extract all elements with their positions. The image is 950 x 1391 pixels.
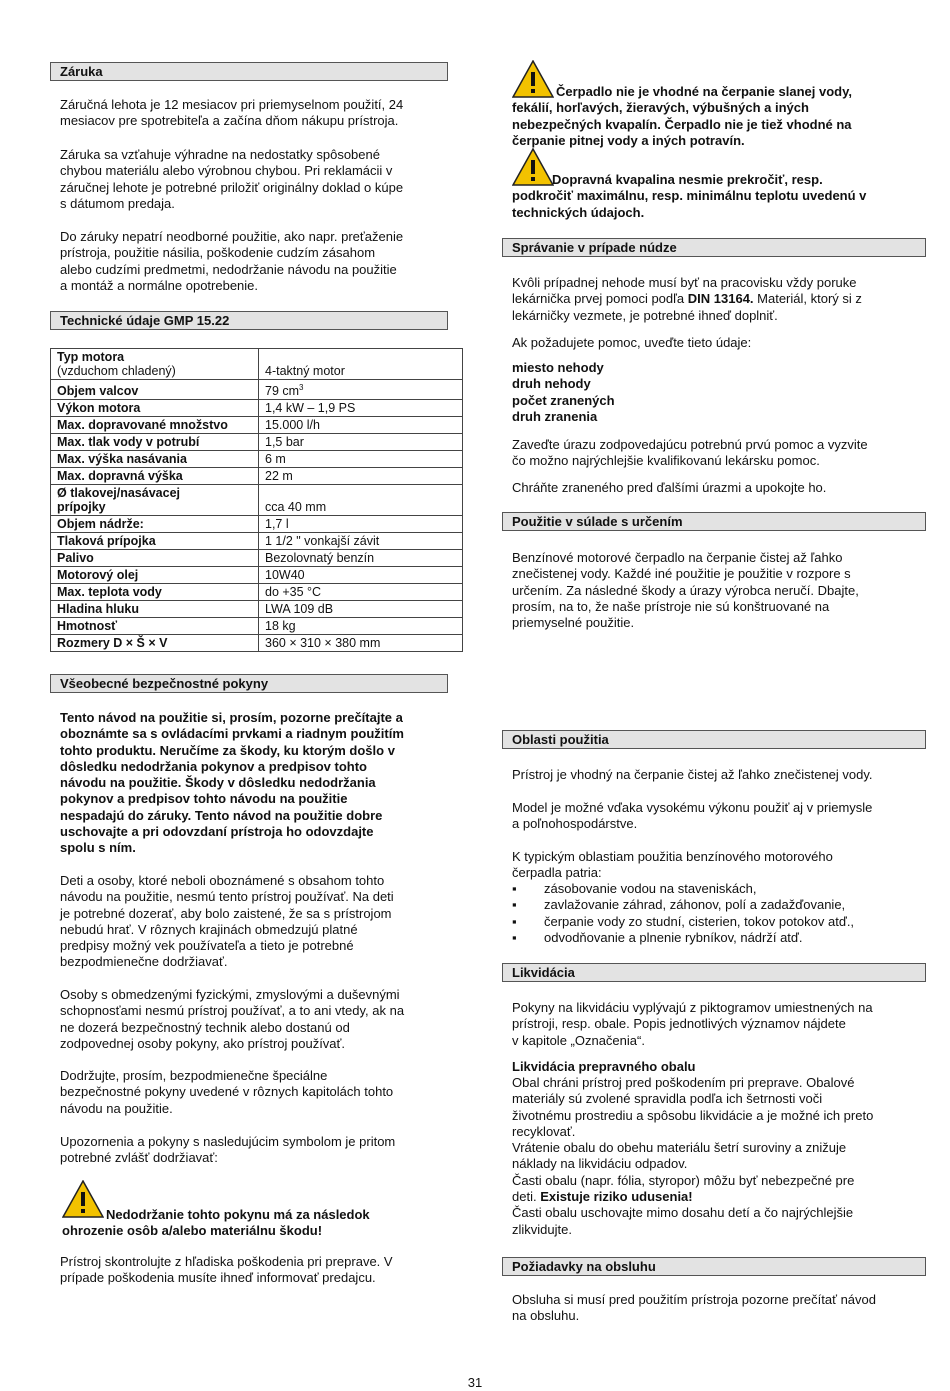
emergency-paragraph-help: Ak požadujete pomoc, uveďte tieto údaje: [512, 335, 752, 350]
spec-value [259, 468, 463, 485]
spec-label [51, 584, 259, 601]
spec-value-text: 15.000 l/h [265, 418, 320, 433]
bullet-icon: ▪ [512, 929, 517, 945]
application-paragraph-2: Model je možné vďaka vysokému výkonu použiť aj v priemysle a poľnohospodárstve. [512, 800, 873, 832]
disposal-suffocation-warning: Existuje riziko udusenia! [540, 1189, 693, 1205]
spec-label [51, 567, 259, 584]
spec-value [259, 550, 463, 567]
spec-value-text: 6 m [265, 452, 286, 467]
spec-value [259, 400, 463, 417]
spec-label [51, 635, 259, 652]
table-row [51, 400, 463, 417]
spec-value-text: 10W40 [265, 568, 305, 583]
table-row [51, 468, 463, 485]
spec-label-text: prípojky [57, 500, 106, 515]
disposal-text-part: Časti obalu uschovajte mimo dosahu detí a čo najrýchlejšie zlikvidujte. [512, 1205, 854, 1237]
spec-value [259, 584, 463, 601]
technical-data-table [50, 348, 463, 652]
spec-label-note: (vzduchom chladený) [57, 364, 176, 378]
spec-label [51, 516, 259, 533]
spec-value-text: 4-taktný motor [265, 364, 345, 378]
spec-value-text: 360 × 310 × 380 mm [265, 636, 381, 651]
bullet-icon: ▪ [512, 881, 517, 896]
spec-label-text: Palivo [57, 551, 94, 566]
list-item [512, 881, 854, 897]
list-item-text: čerpanie vody zo studní, cisterien, tokov potokov atď., [544, 913, 855, 929]
spec-label [51, 417, 259, 434]
table-row [51, 417, 463, 434]
warning-block-damage [62, 1180, 452, 1239]
spec-value-text: 1,7 l [265, 517, 289, 532]
spec-value-text: Bezolovnatý benzín [265, 551, 375, 566]
table-row [51, 635, 463, 652]
safety-paragraph-children: Deti a osoby, ktoré neboli oboznámené s obsahom tohto návodu na použitie, nesmú tento prístroj používať. Na deti je potrebné dozerať, aby bolo zaistené, že sa s prístrojom nebudú hrať. V rôznych krajinách obmedzujú platné predpisy možný vek používateľa a tieto je potrebné bezpodmienečne dodržiavať. [60, 873, 394, 970]
spec-label [51, 533, 259, 550]
emergency-info-list: miesto nehody druh nehody počet zranených druh zranenia [512, 360, 615, 424]
warning-block-temperature [512, 148, 922, 218]
list-item-text: odvodňovanie a plnenie rybníkov, nádrží atď. [544, 929, 803, 945]
spec-label [51, 380, 259, 400]
table-row [51, 516, 463, 533]
spec-label [51, 601, 259, 618]
spec-label-text: Typ motora [57, 350, 125, 364]
spec-label [51, 550, 259, 567]
spec-label [51, 468, 259, 485]
list-item-text: zavlažovanie záhrad, záhonov, polí a zadažďovanie, [544, 897, 846, 913]
section-header-obsluha: Požiadavky na obsluhu [502, 1257, 926, 1276]
bullet-icon: ▪ [512, 897, 517, 913]
spec-value-text: 1,4 kW – 1,9 PS [265, 401, 356, 416]
spec-value [259, 485, 463, 516]
spec-value [259, 533, 463, 550]
list-item [512, 914, 854, 930]
spec-value [259, 451, 463, 468]
zaruka-paragraph-1: Záručná lehota je 12 mesiacov pri priemyselnom použití, 24 mesiacov pre spotrebiteľa a začína dňom nákupu prístroja. [60, 97, 404, 129]
spec-label-text: Motorový olej [57, 568, 139, 583]
section-header-likvidacia: Likvidácia [502, 963, 926, 982]
spec-value [259, 635, 463, 652]
table-row [51, 434, 463, 451]
spec-value [259, 601, 463, 618]
spec-value-text: 79 cm [265, 384, 300, 399]
safety-bold-intro: Tento návod na použitie si, prosím, pozorne prečítajte a oboznámte sa s ovládacími prvkami a riadnym použitím tohto produktu. Neručíme za škody, ku ktorým došlo v dôsledku nedodržania pokynov a predpisov tohto návodu na použitie. Škody v dôsledku nedodržania pokynov a predpisov tohto návodu na použitie nespadajú do záruky. Tento návod na použitie dobre uschovajte a pri odovzdaní prístroja ho odovzdajte spolu s ním. [60, 710, 404, 856]
section-header-nudza: Správanie v prípade núdze [502, 238, 926, 257]
application-list [512, 881, 854, 946]
spec-label [51, 485, 259, 516]
disposal-paragraph-1: Pokyny na likvidáciu vyplývajú z piktogramov umiestnených na prístroji, resp. obale. Popis jednotlivých významov nájdete v kapitole „Označenia“. [512, 1000, 873, 1048]
spec-label-text: Tlaková prípojka [57, 534, 156, 549]
spec-value-text: 1,5 bar [265, 435, 304, 450]
spec-label-text: Ø tlakovej/nasávacej [57, 486, 180, 501]
spec-value-superscript: 3 [299, 383, 304, 392]
spec-label-text: Objem valcov [57, 384, 139, 399]
spec-value-text: LWA 109 dB [265, 602, 334, 617]
spec-label [51, 618, 259, 635]
safety-paragraph-transport: Prístroj skontrolujte z hľadiska poškodenia pri preprave. V prípade poškodenia musíte ihneď informovať predajcu. [60, 1254, 393, 1286]
table-row [51, 451, 463, 468]
spec-label-text: Objem nádrže: [57, 517, 144, 532]
table-row [51, 601, 463, 618]
section-header-pouzitie: Použitie v súlade s určením [502, 512, 926, 531]
spec-value-text: 1 1/2 " vonkajší závit [265, 534, 380, 549]
spec-label [51, 451, 259, 468]
spec-value [259, 380, 463, 400]
safety-paragraph-symbol: Upozornenia a pokyny s nasledujúcim symbolom je pritom potrebné zvlášť dodržiavať: [60, 1134, 396, 1166]
safety-paragraph-disabled: Osoby s obmedzenými fyzickými, zmyslovými a duševnými schopnosťami nesmú prístroj používať, a to ani vtedy, ak na ne dozerá bezpečnostný technik alebo dostanú od zodpovednej osoby pokyny, ako prístroj používať. [60, 987, 405, 1051]
spec-label [51, 400, 259, 417]
spec-label-text: Hladina hluku [57, 602, 139, 617]
spec-value-text: do +35 °C [265, 585, 322, 600]
spec-label-text: Max. dopravované množstvo [57, 418, 228, 433]
warning-block-pump-fluids [512, 60, 922, 150]
table-row [51, 584, 463, 601]
section-header-oblasti: Oblasti použitia [502, 730, 926, 749]
safety-paragraph-special: Dodržujte, prosím, bezpodmienečne špeciálne bezpečnostné pokyny uvedené v rôznych kapitolách tohto návodu na použitie. [60, 1068, 394, 1116]
emergency-din-standard: DIN 13164. [687, 291, 754, 307]
spec-value [259, 567, 463, 584]
section-header-technicke-udaje: Technické údaje GMP 15.22 [50, 311, 448, 330]
operator-paragraph: Obsluha si musí pred použitím prístroja pozorne prečítať návod na obsluhu. [512, 1292, 876, 1324]
intended-use-paragraph: Benzínové motorové čerpadlo na čerpanie čistej až ľahko znečistenej vody. Každé iné použitie je použitie v rozpore s určením. Za následné škody a úrazy výrobca neručí. Dbajte, prosím, na to, že naše prístroje nie sú konštruované na priemyselné použitie. [512, 550, 859, 631]
table-row [51, 485, 463, 516]
spec-label-text: Max. výška nasávania [57, 452, 187, 467]
section-header-bezpecnostne-pokyny: Všeobecné bezpečnostné pokyny [50, 674, 448, 693]
table-row [51, 567, 463, 584]
spec-label-text: Hmotnosť [57, 619, 118, 634]
spec-value [259, 618, 463, 635]
spec-label-text: Max. dopravná výška [57, 469, 183, 484]
disposal-subheading: Likvidácia prepravného obalu [512, 1059, 696, 1074]
application-paragraph-3: K typickým oblastiam použitia benzínového motorového čerpadla patria: [512, 849, 833, 881]
spec-value [259, 349, 463, 380]
spec-label-text: Rozmery D × Š × V [57, 636, 168, 651]
bullet-icon: ▪ [512, 913, 517, 929]
emergency-paragraph-first-aid: Zaveďte úrazu zodpovedajúcu potrebnú prvú pomoc a vyzvite čo možno najrýchlejšie kvalifikovanú lekársku pomoc. [512, 437, 868, 469]
application-paragraph-1: Prístroj je vhodný na čerpanie čistej až ľahko znečistenej vody. [512, 767, 873, 782]
emergency-paragraph-protect: Chráňte zraneného pred ďalšími úrazmi a upokojte ho. [512, 480, 827, 495]
spec-value-text: 18 kg [265, 619, 296, 634]
warning-text-pump-fluids: Čerpadlo nie je vhodné na čerpanie slanej vody, fekálií, horľavých, žieravých, výbušných a iných nebezpečných kvapalín. Čerpadlo nie je tiež vhodné na čerpanie pitnej vody a iných potravín. [512, 84, 852, 148]
spec-label-text: Max. teplota vody [57, 585, 162, 600]
warning-text-temperature: Dopravná kvapalina nesmie prekročiť, resp. podkročiť maximálnu, resp. minimálnu teplotu uvedenú v technických údajoch. [512, 172, 867, 220]
list-item [512, 930, 854, 946]
spec-value [259, 417, 463, 434]
disposal-paragraph-2 [512, 1075, 926, 1238]
spec-value [259, 434, 463, 451]
emergency-paragraph-kit [512, 275, 926, 324]
table-row [51, 550, 463, 567]
page-number: 31 [467, 1375, 483, 1390]
warning-text-damage: Nedodržanie tohto pokynu má za následok ohrozenie osôb a/alebo materiálnu škodu! [62, 1207, 370, 1239]
disposal-text-part: Obal chráni prístroj pred poškodením pri preprave. Obalové materiály sú zvolené spravidla podľa ich šetrnosti voči životnému prostrediu a spôsobu likvidácie a je možné ich preto recyklovať. Vrátenie obalu do obehu materiálu šetrí suroviny a znižuje náklady na likvidáciu odpadov. Časti obalu (napr. fólia, styropor) môžu byť nebezpečné pre deti. [512, 1075, 874, 1205]
section-header-zaruka: Záruka [50, 62, 448, 81]
spec-label [51, 434, 259, 451]
list-item [512, 897, 854, 913]
spec-value [259, 516, 463, 533]
table-row [51, 349, 463, 380]
table-row [51, 618, 463, 635]
list-item-text: zásobovanie vodou na staveniskách, [544, 881, 757, 896]
table-row [51, 533, 463, 550]
spec-value-text: cca 40 mm [265, 500, 327, 515]
emergency-text-part: Kvôli prípadnej nehode musí byť na pracovisku vždy poruke lekárnička prvej pomoci podľa [512, 275, 857, 307]
spec-label-text: Max. tlak vody v potrubí [57, 435, 200, 450]
zaruka-paragraph-3: Do záruky nepatrí neodborné použitie, ako napr. preťaženie prístroja, použitie násilia, poškodenie cudzím zásahom alebo cudzími predmetmi, nedodržanie návodu na použitie a montáž a normálne opotrebenie. [60, 229, 404, 293]
table-row [51, 380, 463, 400]
zaruka-paragraph-2: Záruka sa vzťahuje výhradne na nedostatky spôsobené chybou materiálu alebo výrobnou chybou. Pri reklamácii v záručnej lehote je potrebné priložiť originálny doklad o kúpe s dátumom predaja. [60, 147, 404, 211]
spec-label [51, 349, 259, 380]
spec-label-text: Výkon motora [57, 401, 141, 416]
spec-value-text: 22 m [265, 469, 293, 484]
emergency-text-part: Materiál, ktorý si z lekárničky vezmete, je potrebné ihneď doplniť. [512, 291, 862, 323]
